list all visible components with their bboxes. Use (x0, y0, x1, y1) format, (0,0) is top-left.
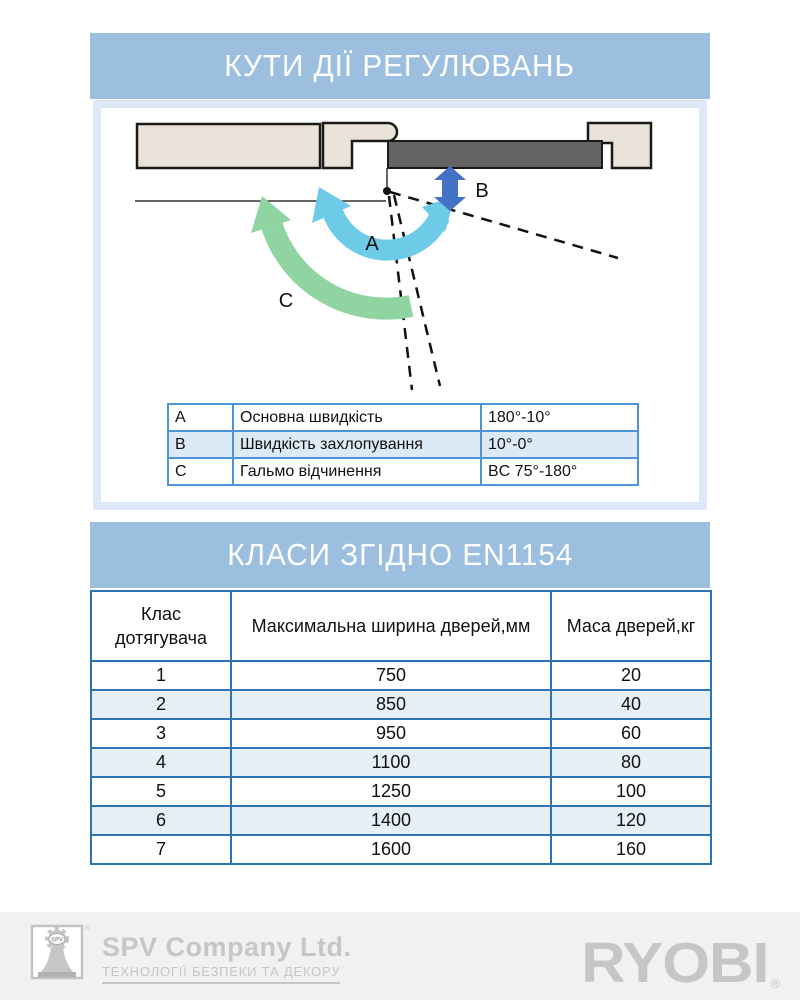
table-cell: 20 (551, 661, 711, 690)
table-row (91, 777, 711, 806)
ryobi-registered-mark: ® (770, 976, 780, 991)
table-row (91, 690, 711, 719)
table-cell: 7 (91, 835, 231, 864)
table-row (168, 458, 638, 485)
table-cell: Гальмо відчинення (233, 458, 481, 485)
table-cell: 850 (231, 690, 551, 719)
label-a: A (365, 233, 379, 255)
column-header: Максимальна ширина дверей,мм (231, 591, 551, 661)
table-cell: Швидкість захлопування (233, 431, 481, 458)
adjustment-angles-table (167, 403, 639, 486)
table-cell: 1250 (231, 777, 551, 806)
table-cell: 10°-0° (481, 431, 638, 458)
arc-a-main-speed (333, 213, 440, 250)
section2-title: КЛАСИ ЗГІДНО EN1154 (226, 537, 574, 572)
ryobi-logo (581, 930, 780, 996)
table-cell: 4 (91, 748, 231, 777)
table-cell: B (168, 431, 233, 458)
section1-header (90, 33, 710, 99)
column-header: Клас дотягувача (91, 591, 231, 661)
section2-header (90, 522, 710, 588)
table-row (91, 748, 711, 777)
spv-logo (30, 922, 352, 984)
column-header: Маса дверей,кг (551, 591, 711, 661)
table-cell: 750 (231, 661, 551, 690)
table-cell: C (168, 458, 233, 485)
table-cell: 160 (551, 835, 711, 864)
table-cell: 120 (551, 806, 711, 835)
table-cell: 3 (91, 719, 231, 748)
table-cell: 180°-10° (481, 404, 638, 431)
section1-title: КУТИ ДІЇ РЕГУЛЮВАНЬ (224, 48, 576, 83)
table-cell: 950 (231, 719, 551, 748)
footer (0, 912, 800, 1000)
table-header-row (91, 591, 711, 661)
left-wall-shape (137, 124, 320, 168)
label-c: C (278, 290, 294, 312)
table-cell: 6 (91, 806, 231, 835)
table-row (91, 806, 711, 835)
table-cell: 1400 (231, 806, 551, 835)
table-cell: 100 (551, 777, 711, 806)
table-cell: 1600 (231, 835, 551, 864)
table-cell: 80 (551, 748, 711, 777)
table-row (91, 661, 711, 690)
table-cell: 60 (551, 719, 711, 748)
door-leaf-shape (388, 141, 602, 168)
table-row (91, 719, 711, 748)
table-cell: 1 (91, 661, 231, 690)
spv-tagline: ТЕХНОЛОГІЇ БЕЗПЕКИ ТА ДЕКОРУ (102, 964, 340, 984)
spv-text-block (102, 934, 352, 984)
door-closer-angles-diagram (101, 108, 699, 401)
label-b: B (475, 180, 489, 202)
table-cell: Основна швидкість (233, 404, 481, 431)
table-row (168, 404, 638, 431)
spv-company-name: SPV Company Ltd. (102, 932, 352, 962)
en1154-classes-table (90, 590, 712, 865)
hinge-point (383, 187, 391, 195)
spv-emblem-icon (30, 922, 92, 982)
table-cell: 1100 (231, 748, 551, 777)
table-row (91, 835, 711, 864)
door-position-open-dashed-line-1 (389, 196, 412, 390)
spv-emblem-text: SPV (50, 937, 64, 944)
table-cell: 2 (91, 690, 231, 719)
section1-frame (93, 100, 707, 510)
table-cell: 40 (551, 690, 711, 719)
table-cell: A (168, 404, 233, 431)
center-jamb-shape (323, 123, 397, 168)
ryobi-wordmark: RYOBI (581, 931, 769, 995)
spv-registered-mark: ® (85, 925, 91, 932)
table-cell: 5 (91, 777, 231, 806)
table-row (168, 431, 638, 458)
table-cell: BC 75°-180° (481, 458, 638, 485)
